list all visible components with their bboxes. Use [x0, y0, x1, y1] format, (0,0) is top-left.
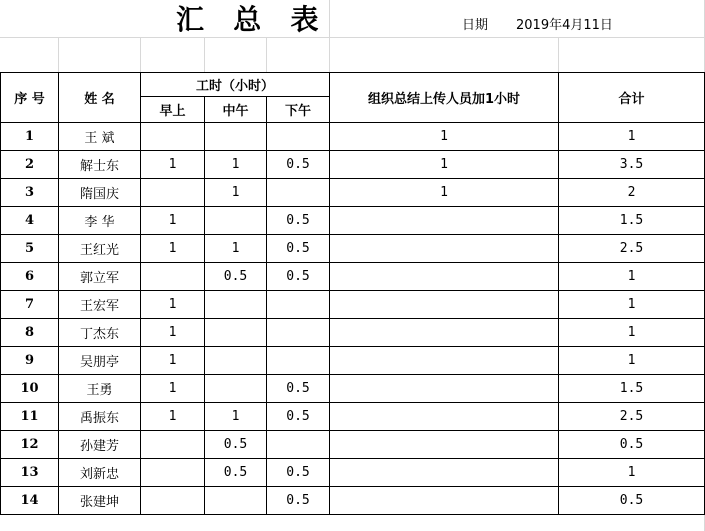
cell-noon[interactable] [205, 347, 267, 375]
cell-morning[interactable] [141, 263, 205, 291]
cell-index[interactable]: 9 [1, 347, 59, 375]
cell-morning[interactable]: 1 [141, 207, 205, 235]
table-row [1, 151, 705, 179]
cell-afternoon[interactable]: 0.5 [267, 207, 330, 235]
cell-name[interactable]: 王宏军 [59, 291, 141, 319]
cell-morning[interactable]: 1 [141, 235, 205, 263]
cell-name[interactable]: 李 华 [59, 207, 141, 235]
header-index[interactable]: 序 号 [1, 73, 59, 123]
cell-name[interactable]: 郭立军 [59, 263, 141, 291]
cell-total[interactable]: 2.5 [559, 403, 705, 431]
cell-index[interactable]: 2 [1, 151, 59, 179]
cell-total[interactable]: 1 [559, 459, 705, 487]
cell-name[interactable]: 丁杰东 [59, 319, 141, 347]
cell-total[interactable]: 0.5 [559, 431, 705, 459]
cell-total[interactable]: 1 [559, 347, 705, 375]
cell-morning[interactable]: 1 [141, 291, 205, 319]
cell-bonus[interactable] [330, 347, 559, 375]
cell-noon[interactable]: 1 [205, 179, 267, 207]
table-row [1, 123, 705, 151]
cell-bonus[interactable] [330, 459, 559, 487]
cell-afternoon[interactable] [267, 319, 330, 347]
cell-total[interactable]: 2.5 [559, 235, 705, 263]
cell-index[interactable]: 11 [1, 403, 59, 431]
cell-afternoon[interactable]: 0.5 [267, 151, 330, 179]
cell-noon[interactable] [205, 291, 267, 319]
table-row [1, 487, 705, 515]
cell-noon[interactable] [205, 487, 267, 515]
cell-afternoon[interactable]: 0.5 [267, 459, 330, 487]
header-name[interactable]: 姓 名 [59, 73, 141, 123]
cell-index[interactable]: 4 [1, 207, 59, 235]
date-label: 日期 [462, 18, 489, 33]
header-bonus[interactable]: 组织总结上传人员加1小时 [330, 73, 559, 123]
cell-noon[interactable]: 0.5 [205, 263, 267, 291]
cell-bonus[interactable] [330, 319, 559, 347]
cell-noon[interactable] [205, 375, 267, 403]
cell-total[interactable]: 1 [559, 319, 705, 347]
cell-afternoon[interactable] [267, 179, 330, 207]
header-total[interactable]: 合计 [559, 73, 705, 123]
table-row [1, 263, 705, 291]
table-row [1, 179, 705, 207]
cell-morning[interactable] [141, 459, 205, 487]
table-row [1, 347, 705, 375]
header-afternoon[interactable]: 下午 [267, 97, 330, 123]
cell-index[interactable]: 6 [1, 263, 59, 291]
cell-noon[interactable] [205, 319, 267, 347]
cell-index[interactable]: 12 [1, 431, 59, 459]
header-work-hours[interactable]: 工时（小时） [141, 73, 330, 97]
cell-total[interactable]: 0.5 [559, 487, 705, 515]
cell-name[interactable]: 吴朋亭 [59, 347, 141, 375]
sheet-title: 汇 总 表 [176, 3, 319, 36]
cell-noon[interactable]: 0.5 [205, 459, 267, 487]
cell-afternoon[interactable]: 0.5 [267, 487, 330, 515]
header-morning[interactable]: 早上 [141, 97, 205, 123]
cell-bonus[interactable] [330, 375, 559, 403]
cell-total[interactable]: 1 [559, 291, 705, 319]
cell-bonus[interactable] [330, 487, 559, 515]
cell-name[interactable]: 王红光 [59, 235, 141, 263]
cell-bonus[interactable] [330, 235, 559, 263]
cell-afternoon[interactable] [267, 291, 330, 319]
cell-morning[interactable]: 1 [141, 151, 205, 179]
cell-afternoon[interactable]: 0.5 [267, 235, 330, 263]
cell-total[interactable]: 1.5 [559, 375, 705, 403]
cell-afternoon[interactable]: 0.5 [267, 375, 330, 403]
cell-index[interactable]: 14 [1, 487, 59, 515]
cell-total[interactable]: 2 [559, 179, 705, 207]
cell-noon[interactable] [205, 207, 267, 235]
cell-bonus[interactable]: 1 [330, 123, 559, 151]
cell-afternoon[interactable]: 0.5 [267, 263, 330, 291]
cell-morning[interactable]: 1 [141, 403, 205, 431]
cell-afternoon[interactable] [267, 431, 330, 459]
cell-morning[interactable] [141, 431, 205, 459]
cell-morning[interactable] [141, 123, 205, 151]
cell-morning[interactable]: 1 [141, 319, 205, 347]
cell-afternoon[interactable] [267, 347, 330, 375]
table-row [1, 375, 705, 403]
date-value: 2019年4月11日 [516, 18, 613, 33]
summary-table [0, 72, 705, 515]
cell-noon[interactable]: 1 [205, 235, 267, 263]
cell-morning[interactable] [141, 179, 205, 207]
cell-name[interactable]: 王 斌 [59, 123, 141, 151]
cell-bonus[interactable]: 1 [330, 151, 559, 179]
cell-index[interactable]: 5 [1, 235, 59, 263]
cell-bonus[interactable] [330, 207, 559, 235]
cell-name[interactable]: 孙建芳 [59, 431, 141, 459]
cell-index[interactable]: 1 [1, 123, 59, 151]
cell-name[interactable]: 解士东 [59, 151, 141, 179]
cell-bonus[interactable] [330, 403, 559, 431]
cell-bonus[interactable] [330, 291, 559, 319]
cell-total[interactable]: 1 [559, 263, 705, 291]
cell-name[interactable]: 王勇 [59, 375, 141, 403]
cell-morning[interactable]: 1 [141, 375, 205, 403]
cell-bonus[interactable]: 1 [330, 179, 559, 207]
cell-index[interactable]: 13 [1, 459, 59, 487]
cell-name[interactable]: 禹振东 [59, 403, 141, 431]
table-row [1, 207, 705, 235]
cell-name[interactable]: 刘新忠 [59, 459, 141, 487]
cell-index[interactable]: 8 [1, 319, 59, 347]
table-row [1, 459, 705, 487]
cell-afternoon[interactable] [267, 123, 330, 151]
cell-noon[interactable]: 1 [205, 403, 267, 431]
table-row [1, 403, 705, 431]
table-row [1, 319, 705, 347]
table-row [1, 235, 705, 263]
cell-total[interactable]: 1 [559, 123, 705, 151]
cell-bonus[interactable] [330, 263, 559, 291]
cell-bonus[interactable] [330, 431, 559, 459]
header-noon[interactable]: 中午 [205, 97, 267, 123]
cell-noon[interactable] [205, 123, 267, 151]
cell-total[interactable]: 1.5 [559, 207, 705, 235]
table-row [1, 431, 705, 459]
cell-noon[interactable]: 1 [205, 151, 267, 179]
cell-morning[interactable] [141, 487, 205, 515]
cell-morning[interactable]: 1 [141, 347, 205, 375]
cell-index[interactable]: 10 [1, 375, 59, 403]
cell-afternoon[interactable]: 0.5 [267, 403, 330, 431]
cell-name[interactable]: 张建坤 [59, 487, 141, 515]
table-row [1, 291, 705, 319]
cell-noon[interactable]: 0.5 [205, 431, 267, 459]
cell-index[interactable]: 7 [1, 291, 59, 319]
cell-index[interactable]: 3 [1, 179, 59, 207]
cell-name[interactable]: 隋国庆 [59, 179, 141, 207]
cell-total[interactable]: 3.5 [559, 151, 705, 179]
